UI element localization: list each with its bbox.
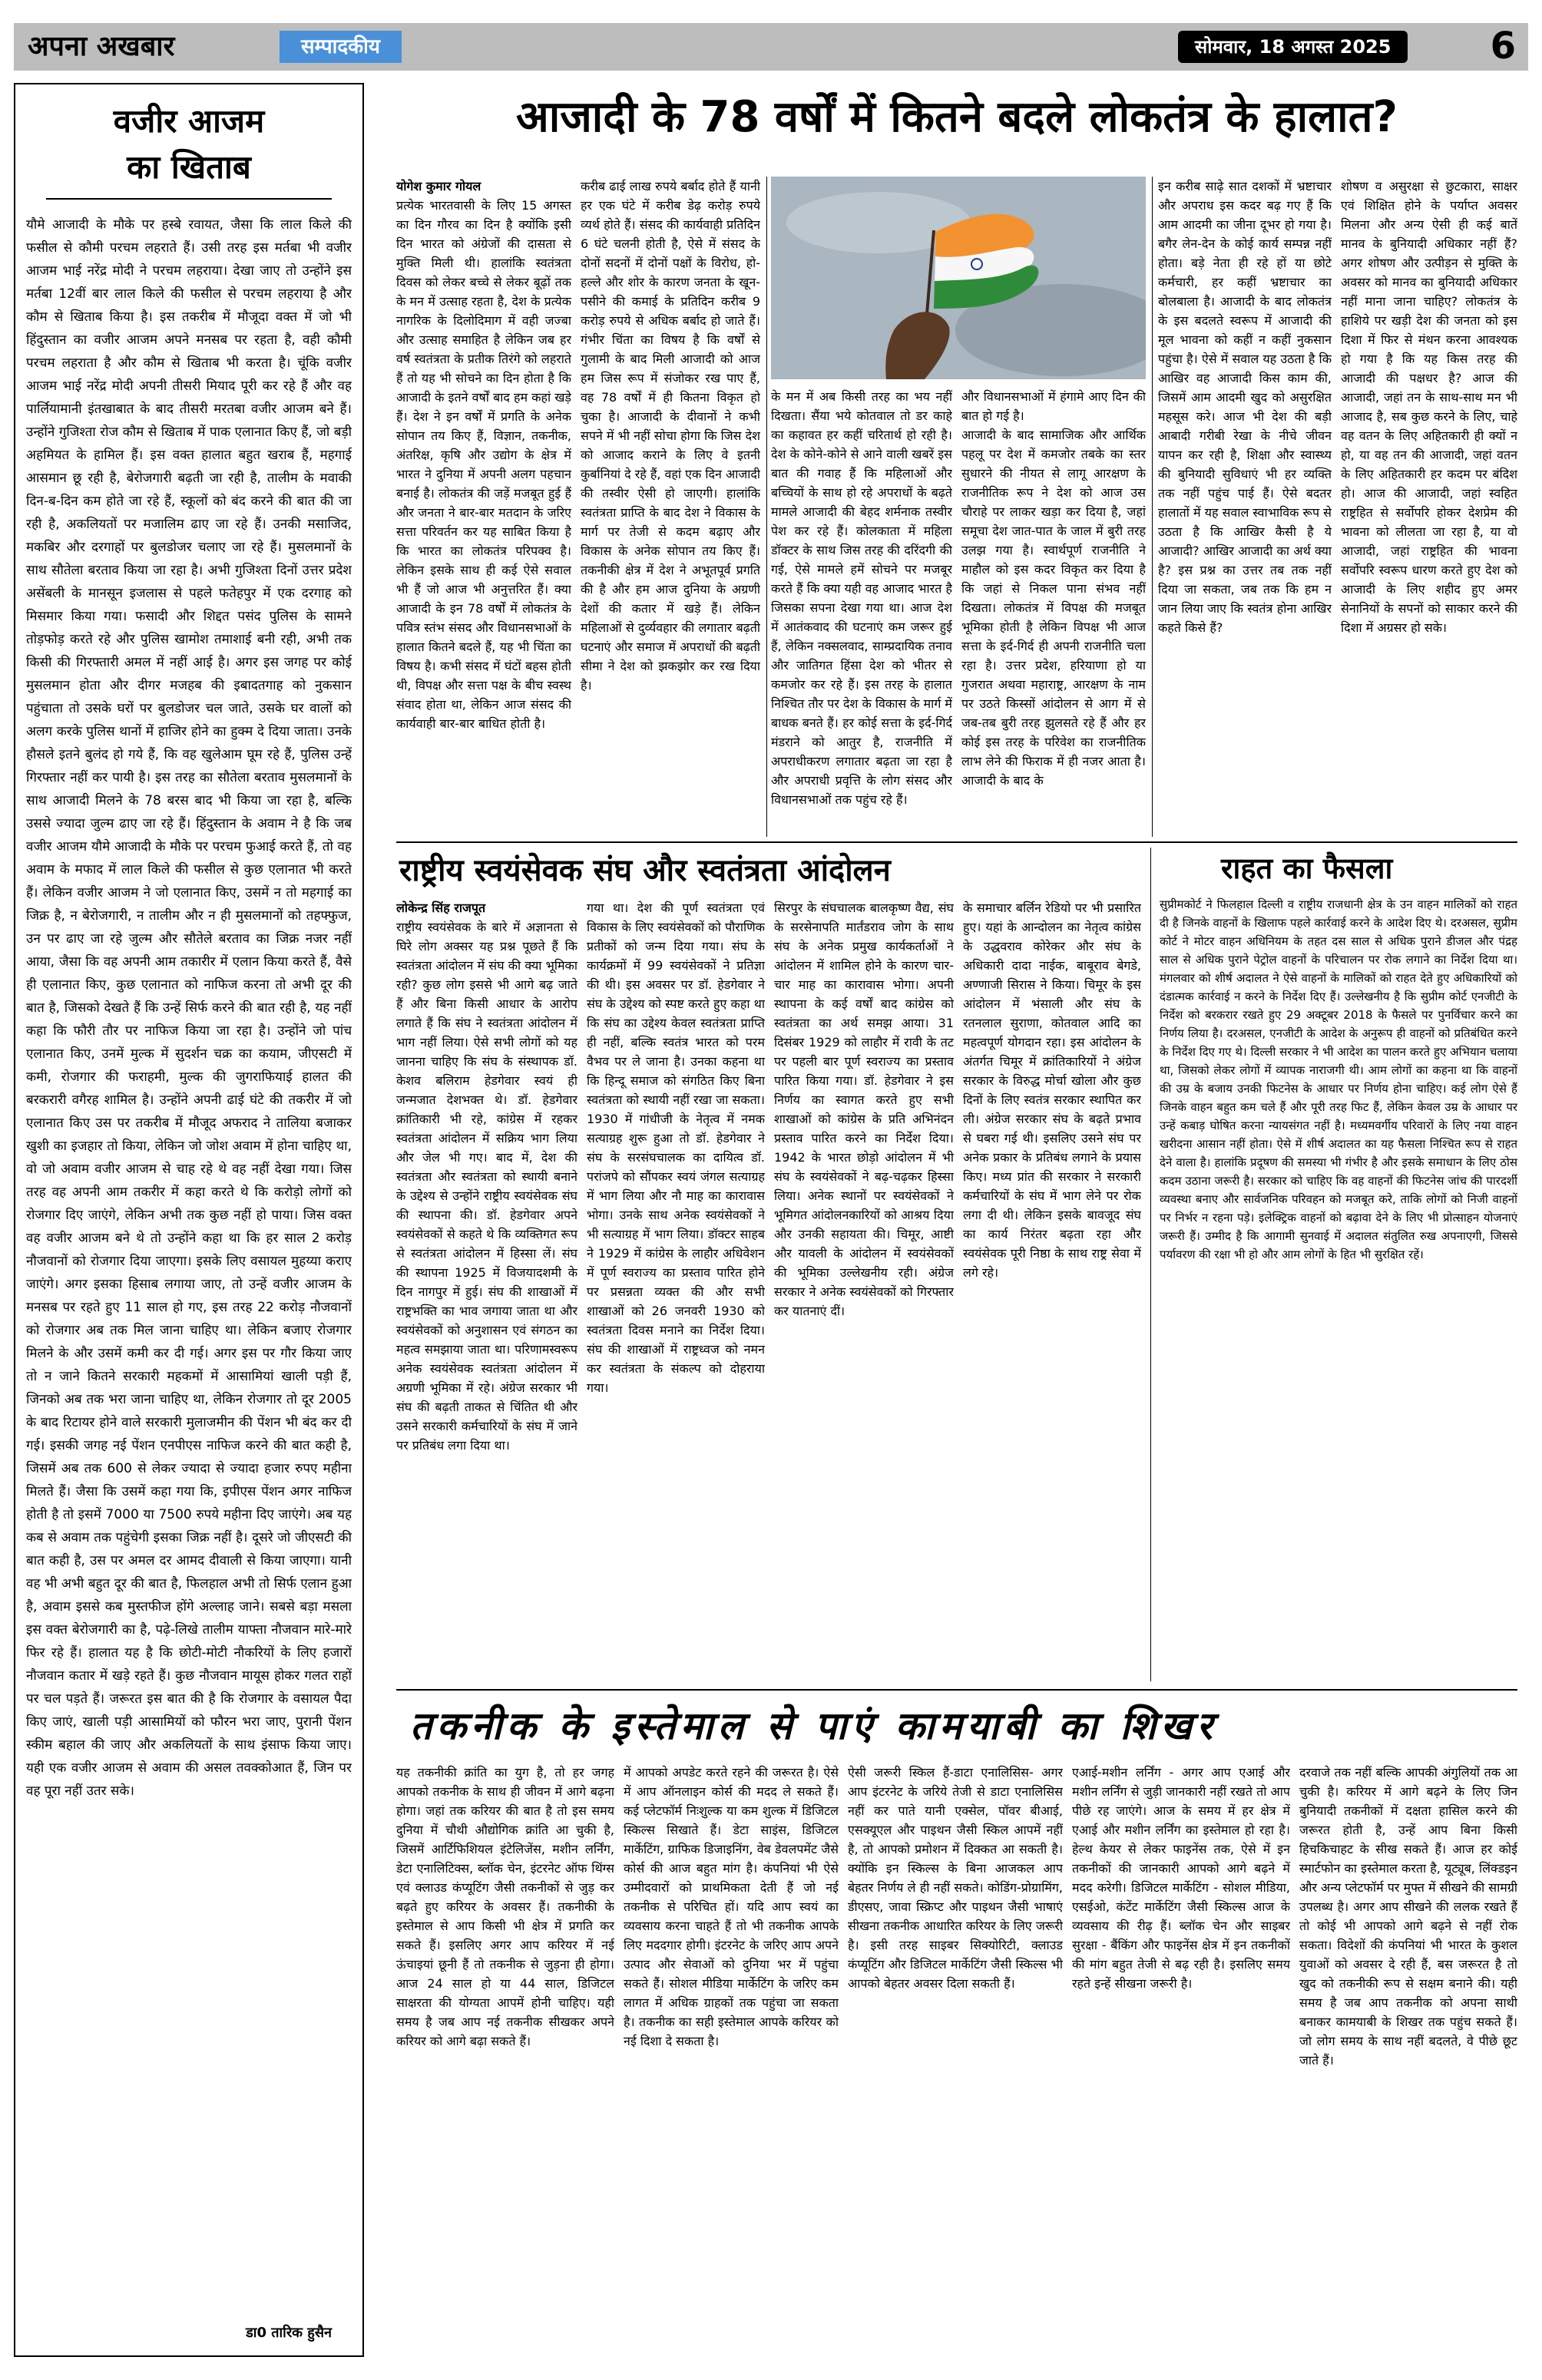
left-article-title-line2: का खिताब [127,148,251,186]
rss-article-col3: सिरपुर के संघचालक बालकृष्ण वैद्य, संघ के सरसेनापति मार्तंडराव जोग के साथ संघ के अनेक प्रमुख कार्यकर्ताओं ने आंदोलन में शामिल होने के कारण चार-चार माह का कारावास भोगा। अपनी स्थापना के कई वर्षों बाद कांग्रेस को स्वतंत्रता का अर्थ समझ आया। 31 दिसंबर 1929 को लाहौर में रावी के तट पर पहली बार पूर्ण स्वराज्य का प्रस्ताव पारित किया गया। डॉ. हेडगेवार ने इस निर्णय का स्वागत करते हुए सभी शाखाओं को कांग्रेस के प्रति अभिनंदन प्रस्ताव पारित करने का निर्देश दिया। 1942 के भारत छोड़ो आंदोलन में भी संघ के स्वयंसेवकों ने बढ़-चढ़कर हिस्सा लिया। अनेक स्थानों पर स्वयंसेवकों ने भूमिगत आंदोलनकारियों को आश्रय दिया और उनकी सहायता की। चिमूर, आष्टी और यावली के आंदोलन में स्वयंसेवकों की भूमिका उल्लेखनीय रही। अंग्रेज सरकार ने अनेक स्वयंसेवकों को गिरफ्तार कर यातनाएं दीं। [774,901,954,1318]
section-divider [396,1689,1517,1691]
lead-author: योगेश कुमार गोयल [396,179,481,193]
newspaper-brand: अपना अखबार [28,31,175,62]
page-number: 6 [1490,25,1516,68]
relief-article-body: सुप्रीमकोर्ट ने फिलहाल दिल्ली व राष्ट्रीय राजधानी क्षेत्र के उन वाहन मालिकों को राहत दी है जिनके वाहनों के खिलाफ पहले कार्रवाई करने के आदेश दिए थे। दरअसल, सुप्रीम कोर्ट ने मोटर वाहन अधिनियम के तहत दस साल से अधिक पुराने डीजल और पंद्रह साल से अधिक पुराने पेट्रोल वाहनों के परिचालन पर रोक लगाने का निर्देश दिया था। मंगलवार को शीर्ष अदालत ने ऐसे वाहनों के मालिकों को राहत देते हुए अधिकारियों को दंडात्मक कार्रवाई न करने के निर्देश दिए हैं। उल्लेखनीय है कि सुप्रीम कोर्ट एनजीटी के निर्देश को बरकरार रखते हुए 29 अक्टूबर 2018 के फैसले पर पुनर्विचार करने का निर्णय लिया है। दरअसल, एनजीटी के आदेश के अनुरूप ही वाहनों को प्रतिबंधित करने के निर्देश दिए गए थे। दिल्ली सरकार ने भी आदेश का पालन करते हुए अभियान चलाया था, जिसको लेकर लोगों में व्यापक नाराजगी थी। आम लोगों का कहना था कि वाहनों की उम्र के बजाय उनकी फिटनेस के आधार पर निर्णय होना चाहिए। कई लोग ऐसे हैं जिनके वाहन बहुत कम चले हैं और पूरी तरह फिट हैं, लेकिन केवल उम्र के आधार पर उन्हें कबाड़ घोषित करना न्यायसंगत नहीं है। मध्यमवर्गीय परिवारों के लिए नया वाहन खरीदना आसान नहीं होता। ऐसे में शीर्ष अदालत का यह फैसला निश्चित रूप से राहत देने वाला है। हालांकि प्रदूषण की समस्या भी गंभीर है और इसके समाधान के लिए ठोस कदम उठाना जरूरी है। सरकार को चाहिए कि वह वाहनों की फिटनेस जांच की पारदर्शी व्यवस्था बनाए और सार्वजनिक परिवहन को मजबूत करे, ताकि लोगों को निजी वाहनों पर निर्भर न रहना पड़े। इलेक्ट्रिक वाहनों को बढ़ावा देने के लिए भी प्रोत्साहन योजनाएं जरूरी हैं। उम्मीद है कि आगामी सुनवाई में अदालत संतुलित रुख अपनाएगी, जिससे पर्यावरण की रक्षा भी हो और आम लोगों के हित भी सुरक्षित रहें। [1160,897,1517,1261]
left-column-article [14,83,364,2357]
rss-article-col2: गया था। देश की पूर्ण स्वतंत्रता एवं विकास के लिए स्वयंसेवकों को पौराणिक प्रतीकों को जन्म दिया गया। संघ के कार्यक्रमों में 99 स्वयंसेवकों ने प्रतिज्ञा की थी। इस अवसर पर डॉ. हेडगेवार ने संघ के उद्देश्य को स्पष्ट करते हुए कहा था कि संघ का उद्देश्य केवल स्वतंत्रता प्राप्ति ही नहीं, बल्कि स्वतंत्र भारत को परम वैभव पर ले जाना है। उनका कहना था कि हिन्दू समाज को संगठित किए बिना स्वतंत्रता को स्थायी नहीं रखा जा सकता। 1930 में गांधीजी के नेतृत्व में नमक सत्याग्रह शुरू हुआ तो डॉ. हेडगेवार ने संघ के सरसंघचालक का दायित्व डॉ. परांजपे को सौंपकर स्वयं जंगल सत्याग्रह में भाग लिया और नौ माह का कारावास भोगा। उनके साथ अनेक स्वयंसेवकों ने भी सत्याग्रह में भाग लिया। डॉक्टर साहब ने 1929 में कांग्रेस के लाहौर अधिवेशन में पूर्ण स्वराज्य का प्रस्ताव पारित होने पर प्रसन्नता व्यक्त की और सभी शाखाओं को 26 जनवरी 1930 को स्वतंत्रता दिवस मनाने का निर्देश दिया। संघ की शाखाओं में राष्ट्रध्वज को नमन कर स्वतंत्रता के संकल्प को दोहराया गया। [587,901,765,1395]
left-article-byline: डा0 तारिक हुसैन [246,2325,332,2341]
left-article-title-line1: वजीर आजम [113,102,265,140]
section-label: सम्पादकीय [280,31,402,63]
lead-article-col1 [396,177,571,837]
lead-headline: आजादी के 78 वर्षों में कितने बदले लोकतंत्र के हालात? [515,92,1398,142]
lead-col1-text: प्रत्येक भारतवासी के लिए 15 अगस्त का दिन गौरव का दिन है क्योंकि इसी दिन भारत को अंग्रेजों की दासता से मुक्ति मिली थी। हालांकि स्वतंत्रता दिवस को लेकर बच्चे से लेकर बूढ़ों तक के मन में उत्साह रहता है, देश के प्रत्येक नागरिक के दिलोदिमाग में वही जज्बा और उत्साह समाहित है लेकिन जब हर वर्ष स्वतंत्रता के प्रतीक तिरंगे को लहराते हैं तो यह भी सोचने का दिन होता है कि आजादी के इतने वर्षों बाद हम कहां खड़े हैं। देश ने इन वर्षों में प्रगति के अनेक सोपान तय किए हैं, विज्ञान, तकनीक, अंतरिक्ष, कृषि और उद्योग के क्षेत्र में भारत ने दुनिया में अपनी अलग पहचान बनाई है। लोकतंत्र की जड़ें मजबूत हुई हैं और जनता ने बार-बार मतदान के जरिए सत्ता परिवर्तन कर यह साबित किया है कि भारत का लोकतंत्र परिपक्व है। लेकिन इसके साथ ही कई ऐसे सवाल भी हैं जो आज भी अनुत्तरित हैं। क्या आजादी के इन 78 वर्षों में लोकतंत्र के पवित्र स्तंभ संसद और विधानसभाओं के हालात कितने बदले हैं, यह भी चिंता का विषय है। कभी संसद में घंटों बहस होती थी, विपक्ष और सत्ता पक्ष के बीच स्वस्थ संवाद होता था, लेकिन आज संसद की कार्यवाही बार-बार बाधित होती है। [396,198,571,731]
lead-article-col3 [771,387,952,837]
tech-headline: तकनीक के इस्तेमाल से पाएं कामयाबी का शिखर [410,1704,1217,1748]
tech-article-col2: में आपको अपडेट करते रहने की जरूरत है। ऐसे में आप ऑनलाइन कोर्स की मदद ले सकते हैं। कई प्लेटफॉर्म निःशुल्क या कम शुल्क में डिजिटल स्किल्स सिखाते हैं। डेटा साइंस, डिजिटल मार्केटिंग, ग्राफिक डिजाइनिंग, वेब डेवलपमेंट जैसे कोर्स की आज बहुत मांग है। कंपनियां भी ऐसे उम्मीदवारों को प्राथमिकता देती हैं जो नई तकनीक से परिचित हों। यदि आप स्वयं का व्यवसाय करना चाहते हैं तो भी तकनीक आपके लिए मददगार होगी। इंटरनेट के जरिए आप अपने उत्पाद और सेवाओं को दुनिया भर में पहुंचा सकते हैं। सोशल मीडिया मार्केटिंग के जरिए कम लागत में अधिक ग्राहकों तक पहुंचा जा सकता है। तकनीक का सही इस्तेमाल आपके करियर को नई दिशा दे सकता है। [624,1765,839,2048]
flag-photo [771,177,1146,379]
rss-headline: राष्ट्रीय स्वयंसेवक संघ और स्वतंत्रता आंदोलन [399,853,891,888]
lead-article-col2: करीब ढाई लाख रुपये बर्बाद होते हैं यानी हर एक घंटे में करीब डेढ़ करोड़ रुपये व्यर्थ होते हैं। संसद की कार्यवाही प्रतिदिन 6 घंटे चलनी होती है, ऐसे में संसद के दोनों सदनों में दोनों पक्षों के विरोध, हो-हल्ले और शोर के कारण जनता के खून-पसीने की कमाई के प्रतिदिन करीब 9 करोड़ रुपये से अधिक बर्बाद हो जाते हैं। गंभीर चिंता का विषय है कि वर्षों से गुलामी के बाद मिली आजादी को आज हम जिस रूप में संजोकर रख पाए हैं, वह 78 वर्षों में ही कितना विकृत हो चुका है। आजादी के दीवानों ने कभी सपने में भी नहीं सोचा होगा कि जिस देश को आजाद कराने के लिए वे इतनी कुर्बानियां दे रहे हैं, वहां एक दिन आजादी की तस्वीर ऐसी हो जाएगी। हालांकि स्वतंत्रता प्राप्ति के बाद देश ने विकास के मार्ग पर तेजी से कदम बढ़ाए और विकास के अनेक सोपान तय किए हैं। तकनीकी क्षेत्र में देश ने अभूतपूर्व प्रगति की है और हम आज दुनिया के अग्रणी देशों की कतार में खड़े हैं। लेकिन महिलाओं से दुर्व्यवहार की लगातार बढ़ती घटनाएं और समाज में अपराधों की बढ़ती सीमा ने देश को झकझोर कर रख दिया है। [581,179,760,693]
lead-col3-text: के मन में अब किसी तरह का भय नहीं दिखता। सैंया भये कोतवाल तो डर काहे का कहावत हर कहीं चरितार्थ हो रही है। देश के कोने-कोने से आने वाली खबरें इस बात की गवाह हैं कि महिलाओं और बच्चियों के साथ हो रहे अपराधों के बढ़ते मामले आजादी की बेहद शर्मनाक तस्वीर पेश कर रहे हैं। कोलकाता में महिला डॉक्टर के साथ जिस तरह की दरिंदगी की गई, ऐसे मामले हमें सोचने पर मजबूर करते हैं कि क्या यही वह आजाद भारत है जिसका सपना देखा गया था। आज देश में आतंकवाद की घटनाएं कम जरूर हुई हैं, लेकिन नक्सलवाद, साम्प्रदायिक तनाव और जातिगत हिंसा देश को भीतर से कमजोर कर रहे हैं। इस तरह के हालात निश्चित तौर पर देश के विकास के मार्ग में बाधक बनते हैं। हर कोई सत्ता के इर्द-गिर्द मंडराने को आतुर है, राजनीति में अपराधीकरण लगातार बढ़ता जा रहा है और अपराधी प्रवृत्ति के लोग संसद और विधानसभाओं तक पहुंच रहे हैं। [771,389,952,807]
rss-article-col4: के समाचार बर्लिन रेडियो पर भी प्रसारित हुए। यहां के आन्दोलन का नेतृत्व कांग्रेस के उद्धवराव कोरेकर और संघ के अधिकारी दादा नाईक, बाबूराव बेगडे, अण्णाजी सिरास ने किया। चिमूर के इस आंदोलन में भंसाली और संघ के रतनलाल सुराणा, कोतवाल आदि का महत्वपूर्ण योगदान रहा। इस आंदोलन के अंतर्गत चिमूर में क्रांतिकारियों ने अंग्रेज सरकार के विरुद्ध मोर्चा खोला और कुछ दिनों के लिए स्वतंत्र सरकार स्थापित कर ली। अंग्रेज सरकार संघ के बढ़ते प्रभाव से घबरा गई थी। इसलिए उसने संघ पर अनेक प्रकार के प्रतिबंध लगाने के प्रयास किए। मध्य प्रांत की सरकार ने सरकारी कर्मचारियों के संघ में भाग लेने पर रोक लगा दी थी। लेकिन इसके बावजूद संघ का कार्य निरंतर बढ़ता रहा और स्वयंसेवक पूरी निष्ठा के साथ राष्ट्र सेवा में लगे रहे। [963,901,1141,1280]
tech-article-col3: ऐसी जरूरी स्किल हैं-डाटा एनालिसिस- अगर आप इंटरनेट के जरिये तेजी से डाटा एनालिसिस नहीं कर पाते यानी एक्सेल, पॉवर बीआई, एसक्यूएल और पाइथन जैसी स्किल आपमें नहीं है, तो आपको प्रमोशन में दिक्कत आ सकती है। क्योंकि इन स्किल्स के बिना आजकल आप बेहतर निर्णय ले ही नहीं सकते। कोडिंग-प्रोग्रामिंग, डीएसए, जावा स्क्रिप्ट और पाइथन जैसी भाषाएं सीखना तकनीक आधारित करियर के लिए जरूरी है। इसी तरह साइबर सिक्योरिटी, क्लाउड कंप्यूटिंग और डिजिटल मार्केटिंग जैसी स्किल्स भी आपको बेहतर अवसर दिला सकती हैं। [848,1765,1063,1991]
lead-article-col5: इन करीब साढ़े सात दशकों में भ्रष्टाचार और अपराध इस कदर बढ़ गए हैं कि आम आदमी का जीना दूभर हो गया है। बगैर लेन-देन के कोई कार्य सम्पन्न नहीं होता। बड़े नेता ही रहे हों या छोटे कर्मचारी, हर कहीं भ्रष्टाचार का बोलबाला है। आजादी के बाद लोकतंत्र के इस बदलते स्वरूप में आजादी की मूल भावना को कहीं न कहीं नुकसान पहुंचा है। ऐसे में सवाल यह उठता है कि आखिर वह आजादी किस काम की, जिसमें आम आदमी खुद को असुरक्षित महसूस करे। आज भी देश की बड़ी आबादी गरीबी रेखा के नीचे जीवन यापन कर रही है, शिक्षा और स्वास्थ्य की बुनियादी सुविधाएं भी हर व्यक्ति तक नहीं पहुंच पाई हैं। ऐसे बदतर हालातों में यह सवाल स्वाभाविक रूप से उठता है कि आखिर कैसी है ये आजादी? आखिर आजादी का अर्थ क्या है? इस प्रश्न का उत्तर तब तक नहीं दिया जा सकता, जब तक कि हम न जान लिया जाए कि स्वतंत्र होना आखिर कहते किसे हैं? [1158,179,1332,635]
column-rule [1152,177,1153,837]
column-rule [1150,848,1151,1681]
issue-date: सोमवार, 18 अगस्त 2025 [1178,31,1408,63]
lead-col3-cont: और विधानसभाओं में हंगामे आए दिन की बात हो गई है। [961,389,1146,423]
tech-article-col4: एआई-मशीन लर्निंग - अगर आप एआई और मशीन लर्निंग से जुड़ी जानकारी नहीं रखते तो आप पीछे रह जाएंगे। आज के समय में हर क्षेत्र में एआई और मशीन लर्निंग का इस्तेमाल हो रहा है। हेल्थ केयर से लेकर फाइनेंस तक, ऐसे में इन तकनीकों की जानकारी आपको आगे बढ़ने में मदद करेगी। डिजिटल मार्केटिंग - सोशल मीडिया, एसईओ, कंटेंट मार्केटिंग जैसी स्किल्स आज के व्यवसाय की रीढ़ हैं। ब्लॉक चेन और साइबर सुरक्षा - बैंकिंग और फाइनेंस क्षेत्र में इन तकनीकों की मांग बहुत तेजी से बढ़ रही है। इसलिए समय रहते इन्हें सीखना जरूरी है। [1072,1765,1290,1991]
left-article-body: यौमे आजादी के मौके पर हस्बे रवायत, जैसा कि लाल किले की फसील से कौमी परचम लहराते हैं। उसी तरह इस मर्तबा भी वजीर आजम भाई नरेंद्र मोदी ने परचम लहराया। देखा जाए तो उन्होंने इस मर्तबा 12वीं बार लाल किले की फसील से परचम लहराया है और कौम से खिताब किया है। इस तकरीब में मौजूदा वक्त में जो भी हिंदुस्तान का वजीर आजम अपने मनसब पर रहता है, वही कौमी परचम लहराता है और कौम से खिताब भी करता है। चूंकि वजीर आजम भाई नरेंद्र मोदी अपनी तीसरी मियाद पूरी कर रहे हैं और वह पार्लियामानी इंतखाबात के बाद तीसरी मरतबा वजीर आजम बने हैं। उन्होंने गुजिश्ता रोज कौम से खिताब में पाक एलानात किए हैं, जो बड़ी अहमियत के हामिल हैं। इस वक्त हालात बहुत खराब हैं, महगाई आसमान छू रही है, बेरोजगारी बढ़ती जा रही है, तालीम के मवाकी दिन-ब-दिन कम होते जा रहे हैं, स्कूलों को बंद करने की बात की जा रही है, अकलियतों पर मजालिम ढाए जा रहे हैं। उनकी मसाजिद, मकबिर और दरगाहों पर बुलडोजर चलाए जा रहे हैं। मुसलमानों के साथ सौतेला बरताव किया जा रहा है। अभी गुजिश्ता दिनों उत्तर प्रदेश असेंबली के मानसून इजलास से पहले फतेहपुर में एक दरगाह को मिसमार किया गया। फसादी और शिद्दत पसंद पुलिस के सामने तोड़फोड़ करते रहे और पुलिस खामोश तमाशाई बनी रही, अभी तक किसी की गिरफ्तारी अमल में नहीं आई है। अगर इस जगह पर कोई मुसलमान होता और दीगर मजहब की इबादतगाह को नुकसान पहुंचाता तो उसके घरों पर बुलडोजर चल जाते, उसके घर वालों को अलग करके पुलिस थानों में हाजिर होने का हुक्म दे दिया जाता। उनके हौसले इतने बुलंद हो गये हैं, कि वह खुलेआम घूम रहे हैं, पुलिस उन्हें गिरफ्तार नहीं कर पायी है। इस तरह का सौतेला बरताव मुसलमानों के साथ आजादी मिलने के 78 बरस बाद भी किया जा रहा है, बल्कि उससे ज्यादा जुल्म ढाए जा रहे हैं। हिंदुस्तान के अवाम ने है कि जब वजीर आजम यौमे आजादी के मौके पर परचम फुआई करते हैं, तो वह अवाम के मफाद में लाल किले की फसील से कुछ एलानात भी करते हैं। लेकिन वजीर आजम ने जो एलानात किए, उसमें न तो महगाई का जिक्र है, न बेरोजगारी, न तालीम और न ही मुसलमानों को तहफ्फुज, उन पर ढाए जा रहे जुल्म और सौतेले बरताव का जिक्र नजर नहीं आया, जैसा कि वह अपनी आम तकारीर में एलान किया करते हैं, वैसे ही एलानात किए, कुछ एलानात को नाफिज करना तो अभी दूर की बात है, जिसको देखते हैं कि उन्हें सिर्फ करने की बात रही है, यह नहीं कहा कि फौरी तौर पर नाफिज किया जा रहा है। उन्होंने जो पांच एलानात किए, उनमें मुल्क में सुदर्शन चक्र का कयाम, जीएसटी में कमी, रोजगार की फराहमी, मुल्क की जुगराफियाई हालत की बरकरारी वगैरह शामिल है। उन्होंने अपनी ढाई घंटे की तकरीर में जो एलानात किए उस पर तकरीब में मौजूद अफराद ने तालिया बजाकर खुशी का इजहार तो किया, लेकिन जो जोश अवाम में होना चाहिए था, वो जो अवाम वजीर आजम से चाह रहे थे वह नहीं देखा गया। जिस तरह वह अपनी आम तकरीर में कहा करते थे कि करोड़ो लोगों को रोजगार दिए जाएंगे, लेकिन अभी तक कुछ नहीं हो पाया। जिस वक्त वह वजीर आजम बने थे तो उन्होंने कहा था कि हर साल 2 करोड़ नौजवानों को रोजगार दिया जाएगा। इसके लिए वसायल मुहय्या कराए जाएंगे। अगर इसका हिसाब लगाया जाए, तो उन्हें वजीर आजम के मनसब पर रहते हुए 11 साल हो गए, इस तरह 22 करोड़ नौजवानों को रोजगार अब तक मिल जाना चाहिए था। लेकिन बजाए रोजगार मिलने के और उसमें कमी कर दी गई। अगर इस पर गौर किया जाए तो न जाने कितने सरकारी महकमों में आसामियां खाली पड़ी हैं, जिनको अब तक भरा जाना चाहिए था, लेकिन रोजगार तो दूर 2005 के बाद रिटायर होने वाले सरकारी मुलाजमीन की पेंशन भी बंद कर दी गई। इसकी जगह नई पेंशन एनपीएस नाफिज करने की बात कही है, जिसमें अब तक 600 से लेकर ज्यादा से ज्यादा हजार रुपए महीना मिलते हैं। जैसा कि उसमें कहा गया कि, इपीएस पेंशन अगर नाफिज होती है तो इसमें 7000 या 7500 रुपये महीना दिए जाएंगे। अब यह कब से अवाम तक पहुंचेगी इसका जिक्र नहीं है। दूसरे जो जीएसटी की बात कही है, उस पर अमल दर आमद दीवाली से किया जाएगा। यानी वह भी अभी बहुत दूर की बात है, फिलहाल अभी तो सिर्फ एलान हुआ है, अवाम इससे कब मुस्तफीज होंगे अल्लाह जाने। सबसे बड़ा मसला इस वक्त बेरोजगारी का है, पढ़े-लिखे तालीम याफ्ता नौजवान मारे-मारे फिर रहे हैं। हालात यह है कि छोटी-मोटी नौकरियों के लिए हजारों नौजवान कतार में खड़े रहते हैं। कुछ नौजवान मायूस होकर गलत राहों पर चल पड़ते हैं। जरूरत इस बात की है कि रोजगार के वसायल पैदा किए जाएं, खाली पड़ी आसामियों को फौरन भरा जाए, पुरानी पेंशन स्कीम बहाल की जाए और अकलियतों के साथ इंसाफ किया जाए। यही एक वजीर आजम से अवाम की असल तवक्कोआत हैं, जिन पर वह पूरा नहीं उतर सके। [26,217,352,1799]
tech-article-col1: यह तकनीकी क्रांति का युग है, तो हर जगह आपको तकनीक के साथ ही जीवन में आगे बढ़ना होगा। जहां तक करियर की बात है तो इस समय दुनिया में चौथी औद्योगिक क्रांति आ चुकी है, जिसमें आर्टिफिशियल इंटेलिजेंस, मशीन लर्निंग, डेटा एनालिटिक्स, ब्लॉक चेन, इंटरनेट ऑफ थिंग्स एवं क्लाउड कंप्यूटिंग जैसी तकनीकों से जुड़ कर बढ़ते हुए करियर के अवसर हैं। तकनीकी के इस्तेमाल से आप किसी भी क्षेत्र में प्रगति कर सकते हैं। इसलिए अगर आप करियर में नई ऊंचाइयां छूनी हैं तो तकनीक से जुड़ना ही होगा। आज 24 साल हो या 44 साल, डिजिटल साक्षरता की योग्यता आपमें होनी चाहिए। यही समय है जब आप नई तकनीक सीखकर अपने करियर को आगे बढ़ा सकते हैं। [396,1765,614,2048]
rss-article-col1 [396,898,577,1681]
lead-article-col6: शोषण व असुरक्षा से छुटकारा, साक्षर एवं शिक्षित होने के पर्याप्त अवसर मिलना और अन्य ऐसी ही कई बातें मानव के बुनियादी अधिकार नहीं हैं? अगर शोषण और उत्पीड़न से मुक्ति के अवसर को मानव का बुनियादी अधिकार नहीं माना जाना चाहिए? लोकतंत्र के हाशिये पर खड़ी देश की जनता को इस दिशा में फिर से मंथन करना आवश्यक हो गया है कि यह किस तरह की आजादी की पक्षधर है? आज की आजादी, जहां तन के साथ-साथ मन भी आजाद है, सब कुछ करने के लिए, चाहे वह वतन के लिए अहितकारी ही क्यों न हो, या वह तन की आजादी, जहां वतन के लिए अहितकारी हर कदम पर बंदिश हो। आज की आजादी, जहां स्वहित राष्ट्रहित से सर्वोपरि होकर देशप्रेम की भावना को लीलता जा रहा है, या वो आजादी, जहां राष्ट्रहित की भावना सर्वोपरि स्वरूप धारण करते हुए देश को आजादी के लिए शहीद हुए अमर सेनानियों के सपनों को साकार करने की दिशा में अग्रसर हो सके। [1341,179,1517,635]
lead-col4-text: आजादी के बाद सामाजिक और आर्थिक पहलू पर देश में कमजोर तबके का स्तर सुधारने की नीयत से लागू आरक्षण के राजनीतिक रूप ने देश को आज उस चौराहे पर लाकर खड़ा कर दिया है, जहां समूचा देश जात-पात के जाल में बुरी तरह उलझ गया है। स्वार्थपूर्ण राजनीति ने माहौल को इस कदर विकृत कर दिया है कि जहां से निकल पाना संभव नहीं दिखता। लोकतंत्र में विपक्ष की मजबूत भूमिका होती है लेकिन विपक्ष भी आज सत्ता के इर्द-गिर्द ही अपनी राजनीति चला रहा है। उत्तर प्रदेश, हरियाणा हो या गुजरात अथवा महाराष्ट्र, आरक्षण के नाम पर उठते किस्सों आंदोलन से आग में से जब-तब बुरी तरह झुलसते रहे हैं और हर कोई इस तरह के परिवेश का राजनीतिक लाभ लेने की फिराक में ही नजर आता है। आजादी के बाद के [961,428,1146,788]
rss-col1-text: राष्ट्रीय स्वयंसेवक के बारे में अज्ञानता से घिरे लोग अक्सर यह प्रश्न पूछते हैं कि स्वतंत्रता आंदोलन में संघ की क्या भूमिका रही? कुछ लोग इससे भी आगे बढ़ जाते हैं और बिना किसी आधार के आरोप लगाते हैं कि संघ ने स्वतंत्रता आंदोलन में भाग नहीं लिया। ऐसे सभी लोगों को यह जानना चाहिए कि संघ के संस्थापक डॉ. केशव बलिराम हेडगेवार स्वयं ही जन्मजात देशभक्त थे। डॉ. हेडगेवार क्रांतिकारी भी रहे, कांग्रेस में रहकर स्वतंत्रता आंदोलन में सक्रिय भाग लिया और जेल भी गए। बाद में, देश की स्वतंत्रता और स्वतंत्रता को स्थायी बनाने के उद्देश्य से उन्होंने राष्ट्रीय स्वयंसेवक संघ की स्थापना की। डॉ. हेडगेवार अपने स्वयंसेवकों से कहते थे कि व्यक्तिगत रूप से स्वतंत्रता आंदोलन में हिस्सा लें। संघ की स्थापना 1925 में विजयादशमी के दिन नागपुर में हुई। संघ की शाखाओं में राष्ट्रभक्ति का भाव जगाया जाता था और स्वयंसेवकों को अनुशासन एवं संगठन का महत्व समझाया जाता था। परिणामस्वरूप अनेक स्वयंसेवक स्वतंत्रता आंदोलन में अग्रणी भूमिका में रहे। अंग्रेज सरकार भी संघ की बढ़ती ताकत से चिंतित थी और उसने सरकारी कर्मचारियों के संघ में जाने पर प्रतिबंध लगा दिया था। [396,920,577,1453]
column-rule [766,177,767,837]
title-divider [46,198,332,200]
masthead [14,23,1528,71]
relief-headline: राहत का फैसला [1221,851,1393,885]
tech-article-col5: दरवाजे तक नहीं बल्कि आपकी अंगुलियों तक आ चुकी है। करियर में आगे बढ़ने के लिए जिन बुनियादी तकनीकों में दक्षता हासिल करने की जरूरत होती है, उन्हें आप बिना किसी हिचकिचाहट के सीख सकते हैं। आज हर कोई स्मार्टफोन का इस्तेमाल करता है, यूट्यूब, लिंक्डइन और अन्य प्लेटफॉर्म पर मुफ्त में सीखने की सामग्री उपलब्ध है। अगर आप सीखने की ललक रखते हैं तो कोई भी आपको आगे बढ़ने से नहीं रोक सकता। विदेशों की कंपनियां भी भारत के कुशल युवाओं को अवसर दे रही हैं, बस जरूरत है तो खुद को तकनीकी रूप से सक्षम बनाने की। यही समय है जब आप तकनीक को अपना साथी बनाकर कामयाबी के शिखर तक पहुंच सकते हैं। जो लोग समय के साथ नहीं बदलते, वे पीछे छूट जाते हैं। [1299,1765,1517,2068]
rss-author: लोकेन्द्र सिंह राजपूत [396,901,486,915]
lead-article-col4 [961,387,1146,837]
section-divider [396,841,1517,843]
